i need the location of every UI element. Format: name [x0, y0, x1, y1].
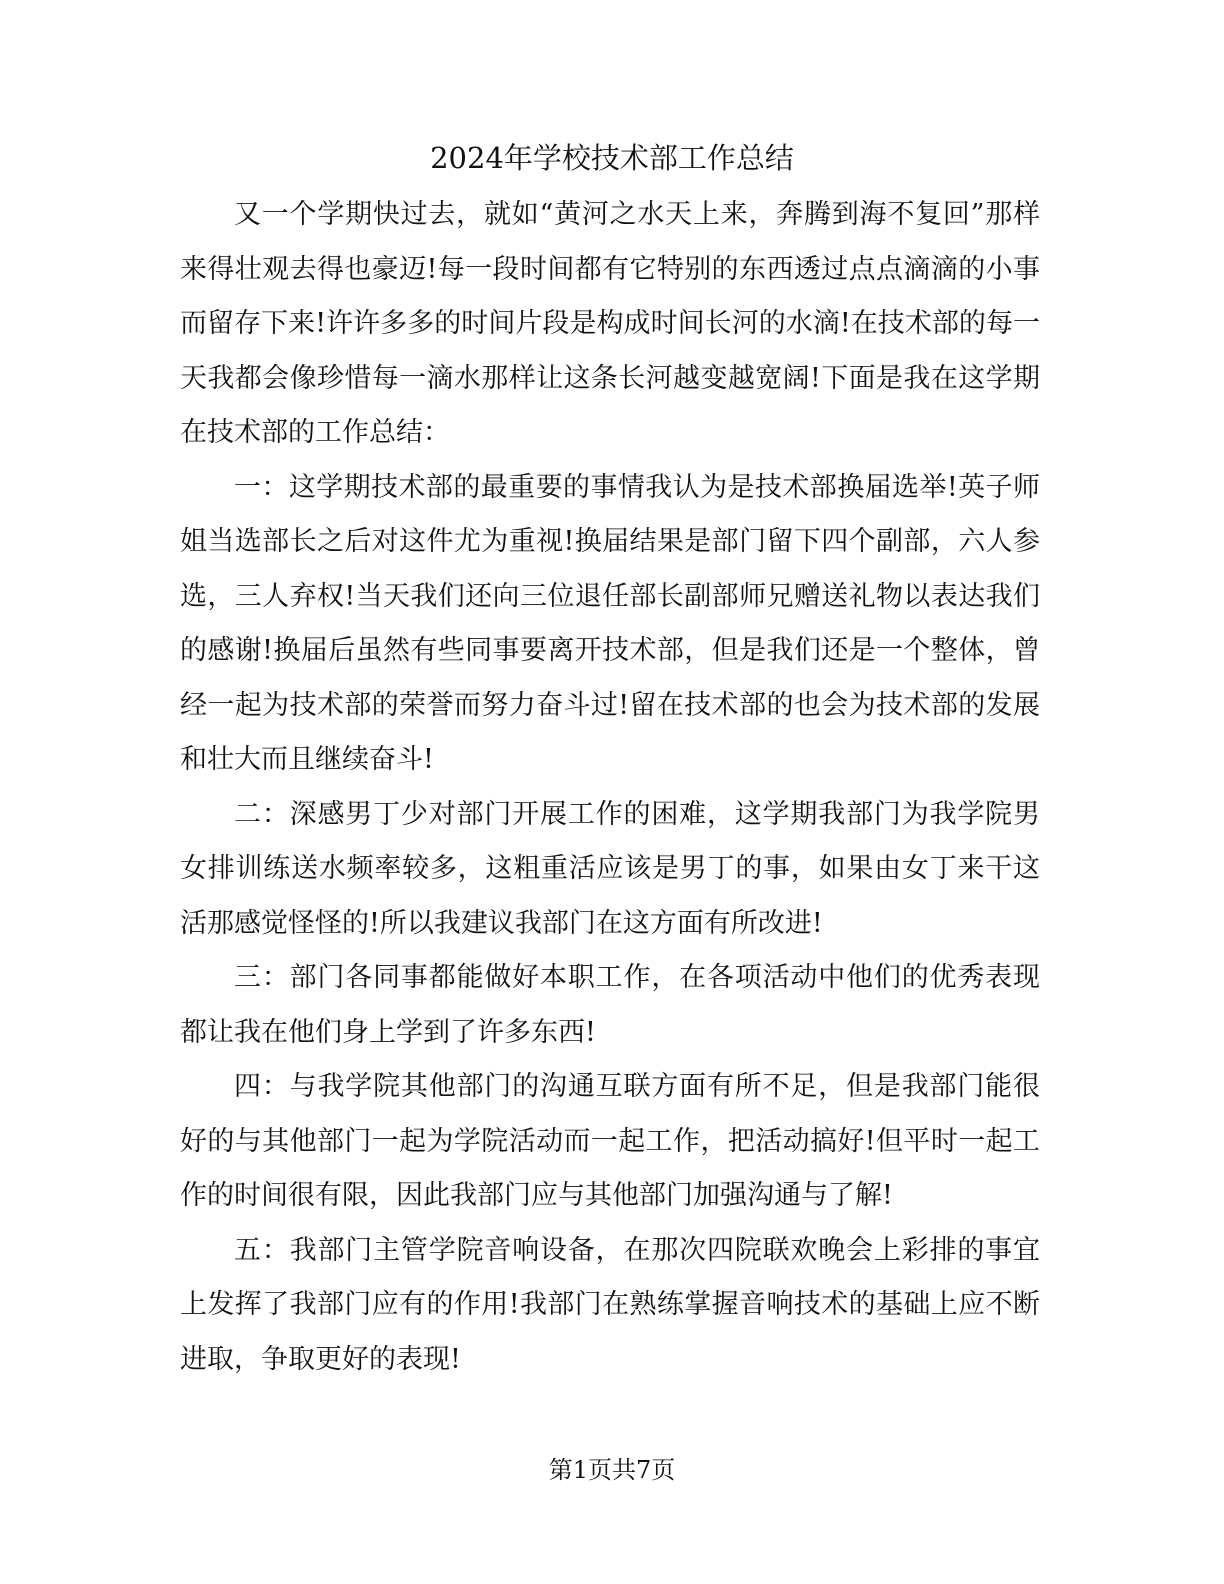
- document-title: 2024年学校技术部工作总结: [430, 141, 794, 175]
- paragraph-point-four: 四：与我学院其他部门的沟通互联方面有所不足，但是我部门能很好的与其他部门一起为学院活动而一起工作，把活动搞好!但平时一起工作的时间很有限，因此我部门应与其他部门加强沟通与了解!: [180, 1071, 1040, 1211]
- paragraph-intro: 又一个学期快过去，就如“黄河之水天上来，奔腾到海不复回”那样来得壮观去得也豪迈!每一段时间都有它特别的东西透过点点滴滴的小事而留存下来!许许多多的时间片段是构成时间长河的水滴!在技术部的每一天我都会像珍惜每一滴水那样让这条长河越变越宽阔!下面是我在这学期在技术部的工作总结：: [180, 199, 1040, 448]
- document-body: [180, 188, 1040, 1387]
- paragraph-point-five: 五：我部门主管学院音响设备，在那次四院联欢晚会上彩排的事宜上发挥了我部门应有的作用!我部门在熟练掌握音响技术的基础上应不断进取，争取更好的表现!: [180, 1234, 1040, 1375]
- paragraph-point-two: 二：深感男丁少对部门开展工作的困难，这学期我部门为我学院男女排训练送水频率较多，这粗重活应该是男丁的事，如果由女丁来干这活那感觉怪怪的!所以我建议我部门在这方面有所改进!: [180, 798, 1040, 939]
- page-footer: 第1页共7页: [548, 1456, 676, 1484]
- paragraph-point-three: 三：部门各同事都能做好本职工作，在各项活动中他们的优秀表现都让我在他们身上学到了许多东西!: [180, 962, 1040, 1048]
- paragraph-point-one: 一：这学期技术部的最重要的事情我认为是技术部换届选举!英子师姐当选部长之后对这件尤为重视!换届结果是部门留下四个副部，六人参选，三人弃权!当天我们还向三位退任部长副部师兄赠送礼物以表达我们的感谢!换届后虽然有些同事要离开技术部，但是我们还是一个整体，曾经一起为技术部的荣誉而努力奋斗过!留在技术部的也会为技术部的发展和壮大而且继续奋斗!: [180, 471, 1040, 775]
